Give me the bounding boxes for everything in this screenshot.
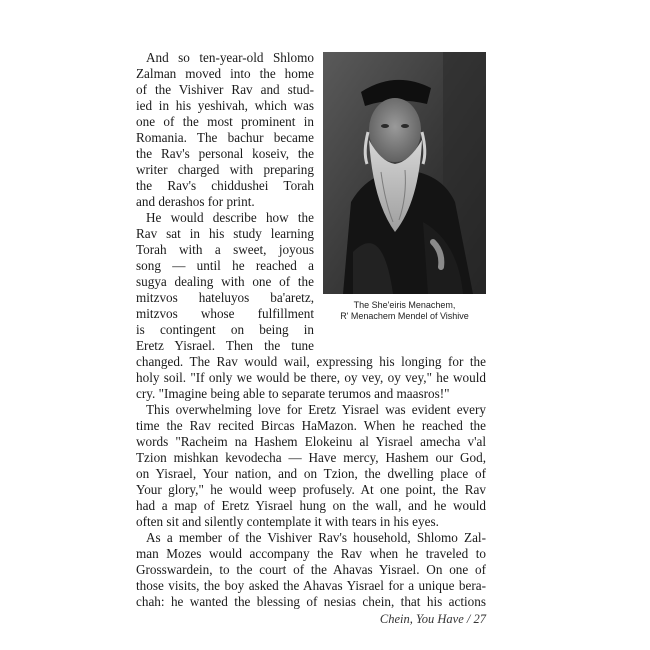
text-line: writer charged with preparing <box>136 162 314 177</box>
running-footer: Chein, You Have / 27 <box>379 612 486 626</box>
text-line: the Rav's personal koseiv, the <box>136 146 314 161</box>
text-line: Rav sat in his study learning <box>136 226 314 241</box>
text-line: changed. The Rav would wail, expressing his longing for the <box>136 354 486 369</box>
text-line: And so ten-year-old Shlomo <box>146 50 314 65</box>
text-line: song — until he reached a <box>136 258 314 273</box>
photo-caption <box>323 300 486 322</box>
text-line: ied in his yeshivah, which was <box>136 98 314 113</box>
text-line: sugya dealing with one of the <box>136 274 314 289</box>
text-line: Eretz Yisrael. Then the tune <box>136 338 314 353</box>
text-line: As a member of the Vishiver Rav's household, Shlomo Zal- <box>146 530 486 545</box>
text-line: This overwhelming love for Eretz Yisrael was evident every <box>146 402 486 417</box>
text-line: the Rav's chiddushei Torah <box>136 178 314 193</box>
text-line: holy soil. "If only we would be there, oy vey, oy vey," he would <box>136 370 486 385</box>
caption-line: R' Menachem Mendel of Vishive <box>340 311 469 321</box>
text-line: Zalman moved into the home <box>136 66 314 81</box>
text-line: Grosswardein, to the court of the Ahavas Yisrael. On one of <box>136 562 486 577</box>
text-line: time the Rav recited Bircas HaMazon. When he reached the <box>136 418 486 433</box>
text-line: often sit and silently contemplate it with tears in his eyes. <box>136 514 439 529</box>
text-line: chah: he wanted the blessing of nesias chein, that his actions <box>136 594 486 609</box>
text-line: Tzion mishkan kevodecha — Have mercy, Hashem our God, <box>136 450 486 465</box>
caption-line: The She'eiris Menachem, <box>353 300 456 310</box>
text-line: those visits, the boy asked the Ahavas Yisrael for a unique bera- <box>136 578 486 593</box>
portrait-figure <box>323 52 486 322</box>
text-line: Your glory," he would weep profusely. At one point, the Rav <box>136 482 486 497</box>
text-line: words "Racheim na Hashem Elokeinu al Yisrael amecha v'al <box>136 434 486 449</box>
text-line: mitzvos whose fulfillment <box>136 306 314 321</box>
text-line: Romania. The bachur became <box>136 130 314 145</box>
text-line: is contingent on being in <box>136 322 314 337</box>
text-line: of the Vishiver Rav and stud- <box>136 82 314 97</box>
text-line: and derashos for print. <box>136 194 255 209</box>
text-line: cry. "Imagine being able to separate terumos and maasros!" <box>136 386 450 401</box>
text-line: on Yisrael, Your nation, and on Tzion, the dwelling place of <box>136 466 486 481</box>
text-line: man Mozes would accompany the Rav when he traveled to <box>136 546 486 561</box>
portrait-photo <box>323 52 486 294</box>
text-line: one of the most prominent in <box>136 114 314 129</box>
text-line: had a map of Eretz Yisrael hung on the wall, and he would <box>136 498 486 513</box>
text-line: Torah with a sweet, joyous <box>136 242 314 257</box>
text-line: He would describe how the <box>146 210 314 225</box>
text-line: mitzvos hateluyos ba'aretz, <box>136 290 314 305</box>
